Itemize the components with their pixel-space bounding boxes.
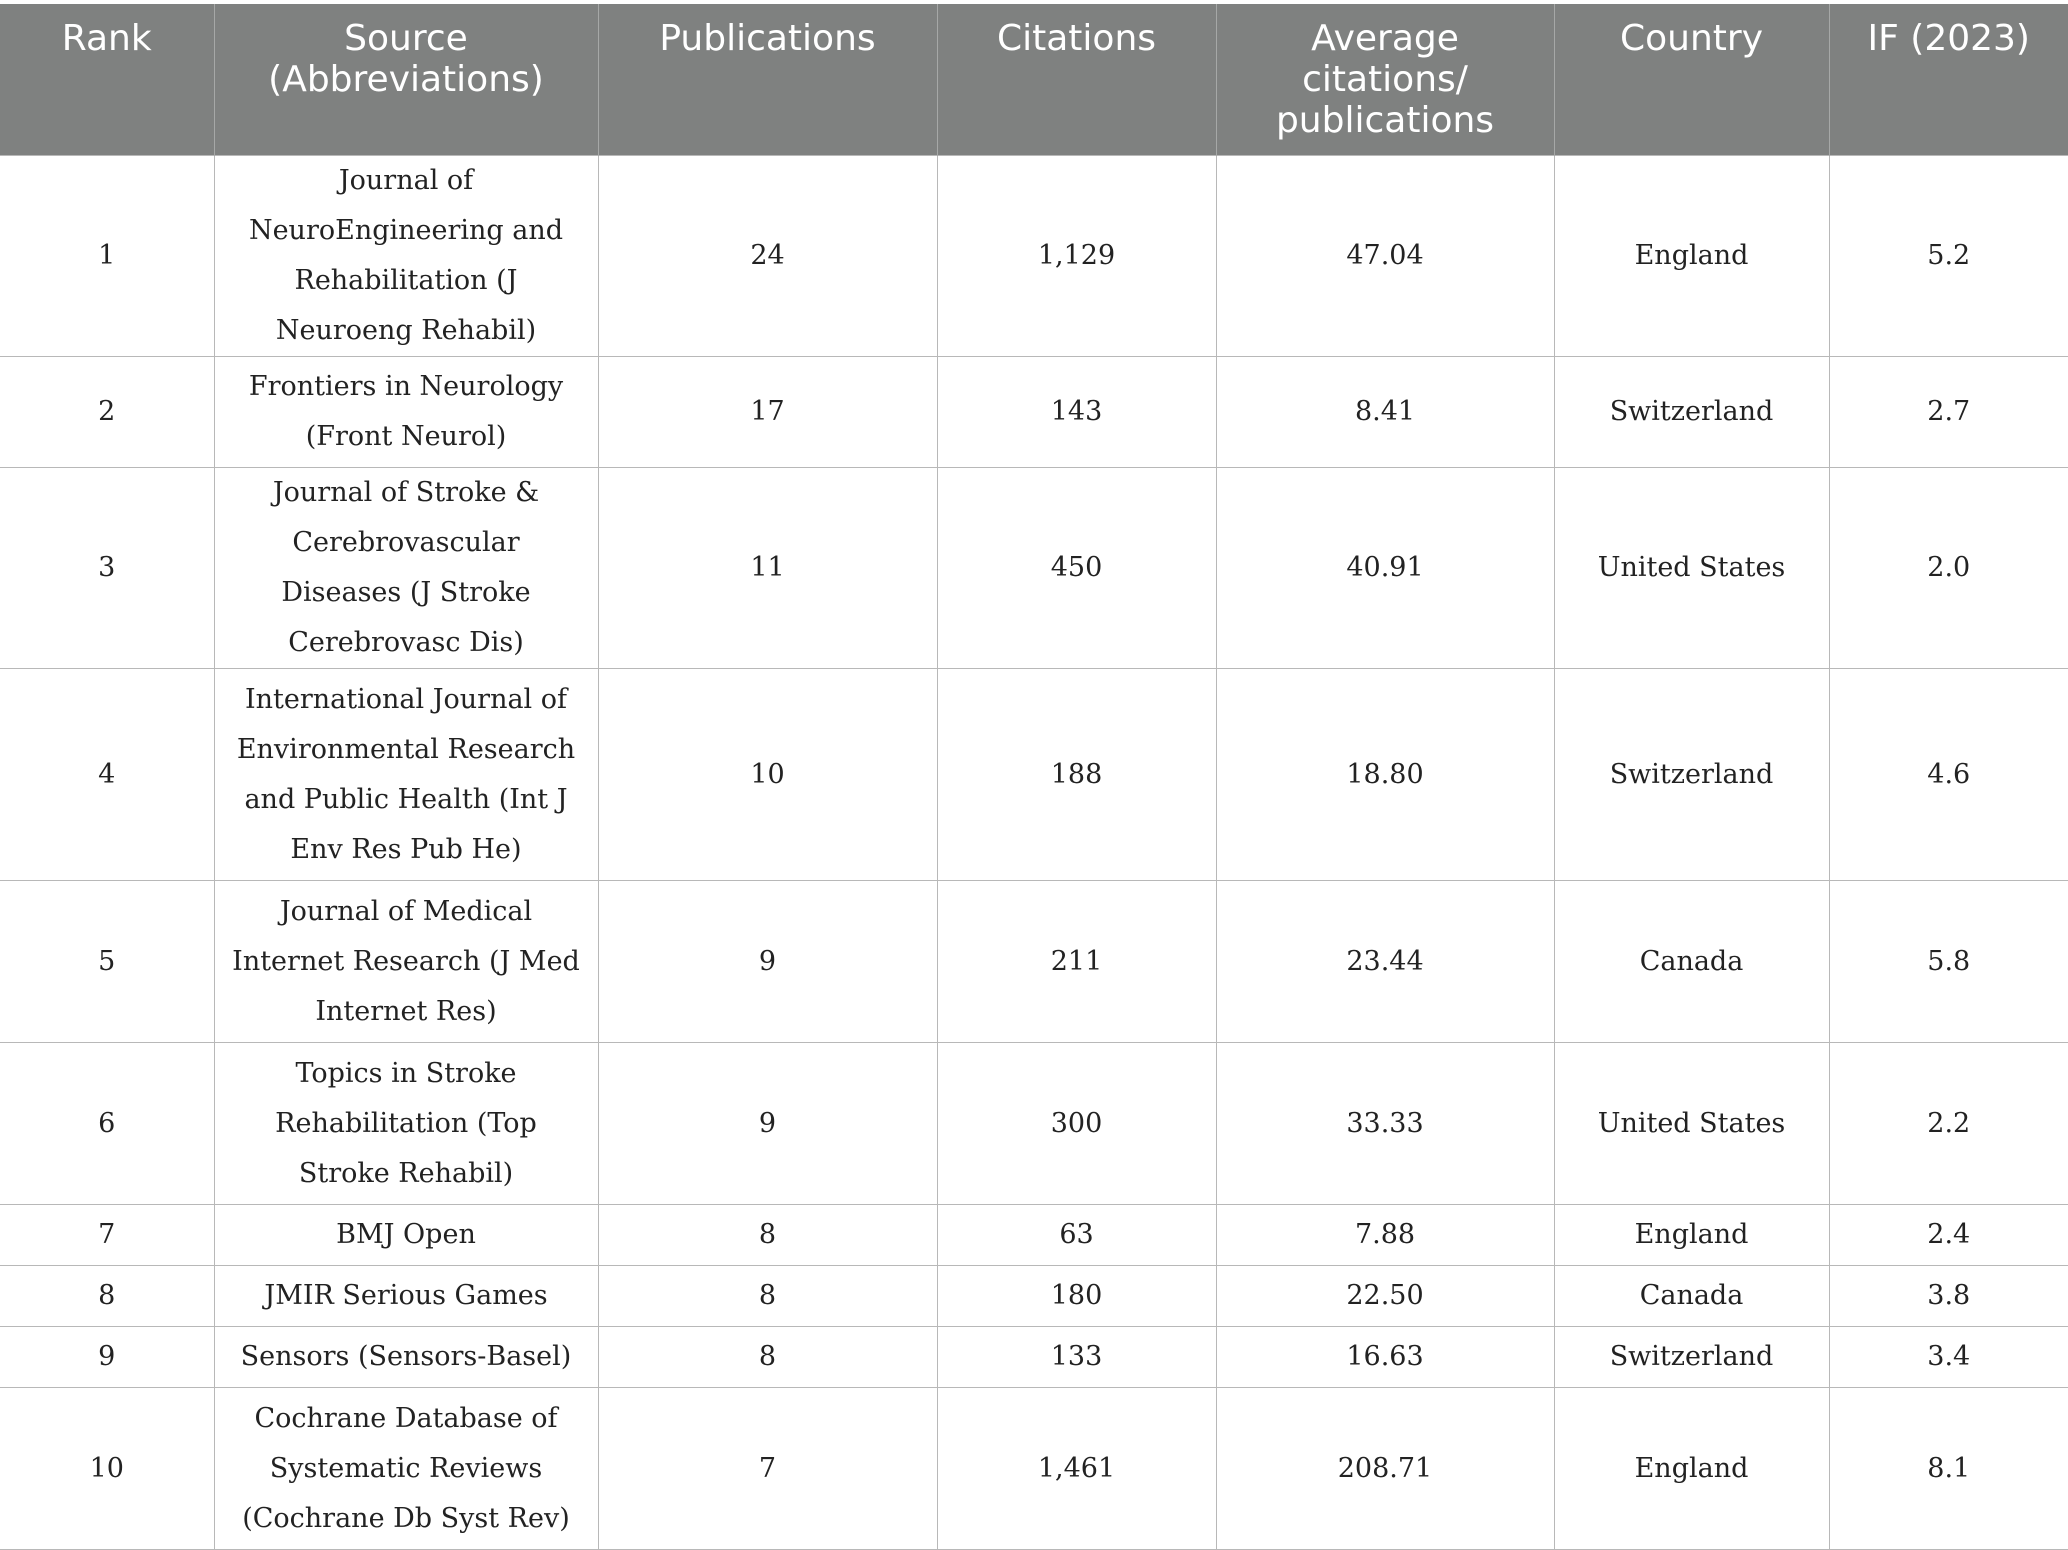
cell-source: Journal of Stroke & Cerebrovascular Diseases (J Stroke Cerebrovasc Dis) [214, 468, 598, 669]
cell-country: Switzerland [1554, 357, 1829, 468]
cell-if: 8.1 [1829, 1388, 2068, 1550]
header-average-citations: Average citations/ publications [1216, 4, 1554, 156]
cell-citations: 143 [937, 357, 1216, 468]
cell-rank: 3 [0, 468, 214, 669]
cell-source: BMJ Open [214, 1205, 598, 1266]
cell-country: Switzerland [1554, 669, 1829, 881]
cell-average: 23.44 [1216, 881, 1554, 1043]
cell-source: Cochrane Database of Systematic Reviews (Cochrane Db Syst Rev) [214, 1388, 598, 1550]
cell-country: United States [1554, 468, 1829, 669]
cell-citations: 133 [937, 1327, 1216, 1388]
header-publications: Publications [598, 4, 937, 156]
table-header [0, 4, 2068, 156]
table-body [0, 156, 2068, 1550]
cell-if: 2.0 [1829, 468, 2068, 669]
cell-publications: 17 [598, 357, 937, 468]
cell-rank: 1 [0, 156, 214, 357]
cell-average: 18.80 [1216, 669, 1554, 881]
header-country: Country [1554, 4, 1829, 156]
cell-if: 4.6 [1829, 669, 2068, 881]
cell-average: 16.63 [1216, 1327, 1554, 1388]
cell-citations: 180 [937, 1266, 1216, 1327]
cell-average: 8.41 [1216, 357, 1554, 468]
cell-rank: 7 [0, 1205, 214, 1266]
cell-country: Canada [1554, 881, 1829, 1043]
cell-if: 3.4 [1829, 1327, 2068, 1388]
cell-rank: 6 [0, 1043, 214, 1205]
cell-if: 2.2 [1829, 1043, 2068, 1205]
table-row [0, 357, 2068, 468]
cell-publications: 10 [598, 669, 937, 881]
header-source: Source (Abbreviations) [214, 4, 598, 156]
cell-publications: 8 [598, 1266, 937, 1327]
cell-publications: 24 [598, 156, 937, 357]
table-row [0, 1327, 2068, 1388]
cell-source: Journal of Medical Internet Research (J Med Internet Res) [214, 881, 598, 1043]
cell-country: Canada [1554, 1266, 1829, 1327]
cell-rank: 9 [0, 1327, 214, 1388]
cell-citations: 300 [937, 1043, 1216, 1205]
header-rank: Rank [0, 4, 214, 156]
cell-publications: 9 [598, 881, 937, 1043]
cell-source: Topics in Stroke Rehabilitation (Top Stroke Rehabil) [214, 1043, 598, 1205]
cell-average: 33.33 [1216, 1043, 1554, 1205]
cell-source: Frontiers in Neurology (Front Neurol) [214, 357, 598, 468]
header-impact-factor: IF (2023) [1829, 4, 2068, 156]
cell-country: England [1554, 1205, 1829, 1266]
header-row [0, 4, 2068, 156]
cell-rank: 10 [0, 1388, 214, 1550]
cell-source: International Journal of Environmental Research and Public Health (Int J Env Res Pub He) [214, 669, 598, 881]
cell-average: 22.50 [1216, 1266, 1554, 1327]
cell-if: 5.8 [1829, 881, 2068, 1043]
cell-source: JMIR Serious Games [214, 1266, 598, 1327]
cell-source: Sensors (Sensors-Basel) [214, 1327, 598, 1388]
cell-average: 7.88 [1216, 1205, 1554, 1266]
cell-country: Switzerland [1554, 1327, 1829, 1388]
cell-publications: 11 [598, 468, 937, 669]
cell-citations: 63 [937, 1205, 1216, 1266]
cell-country: United States [1554, 1043, 1829, 1205]
table-row [0, 156, 2068, 357]
journal-table [0, 4, 2068, 1550]
cell-rank: 4 [0, 669, 214, 881]
table-row [0, 1388, 2068, 1550]
cell-citations: 450 [937, 468, 1216, 669]
header-citations: Citations [937, 4, 1216, 156]
cell-publications: 9 [598, 1043, 937, 1205]
cell-citations: 1,129 [937, 156, 1216, 357]
cell-country: England [1554, 1388, 1829, 1550]
table-row [0, 669, 2068, 881]
table-row [0, 881, 2068, 1043]
cell-average: 40.91 [1216, 468, 1554, 669]
table-row [0, 1043, 2068, 1205]
table-row [0, 1205, 2068, 1266]
cell-average: 208.71 [1216, 1388, 1554, 1550]
cell-citations: 1,461 [937, 1388, 1216, 1550]
cell-country: England [1554, 156, 1829, 357]
cell-if: 2.7 [1829, 357, 2068, 468]
cell-source: Journal of NeuroEngineering and Rehabilitation (J Neuroeng Rehabil) [214, 156, 598, 357]
cell-average: 47.04 [1216, 156, 1554, 357]
cell-if: 5.2 [1829, 156, 2068, 357]
cell-if: 2.4 [1829, 1205, 2068, 1266]
cell-rank: 5 [0, 881, 214, 1043]
cell-publications: 8 [598, 1205, 937, 1266]
cell-rank: 2 [0, 357, 214, 468]
cell-rank: 8 [0, 1266, 214, 1327]
journal-table-container [0, 4, 2068, 1550]
cell-publications: 7 [598, 1388, 937, 1550]
cell-citations: 211 [937, 881, 1216, 1043]
cell-citations: 188 [937, 669, 1216, 881]
cell-if: 3.8 [1829, 1266, 2068, 1327]
table-row [0, 468, 2068, 669]
table-row [0, 1266, 2068, 1327]
cell-publications: 8 [598, 1327, 937, 1388]
